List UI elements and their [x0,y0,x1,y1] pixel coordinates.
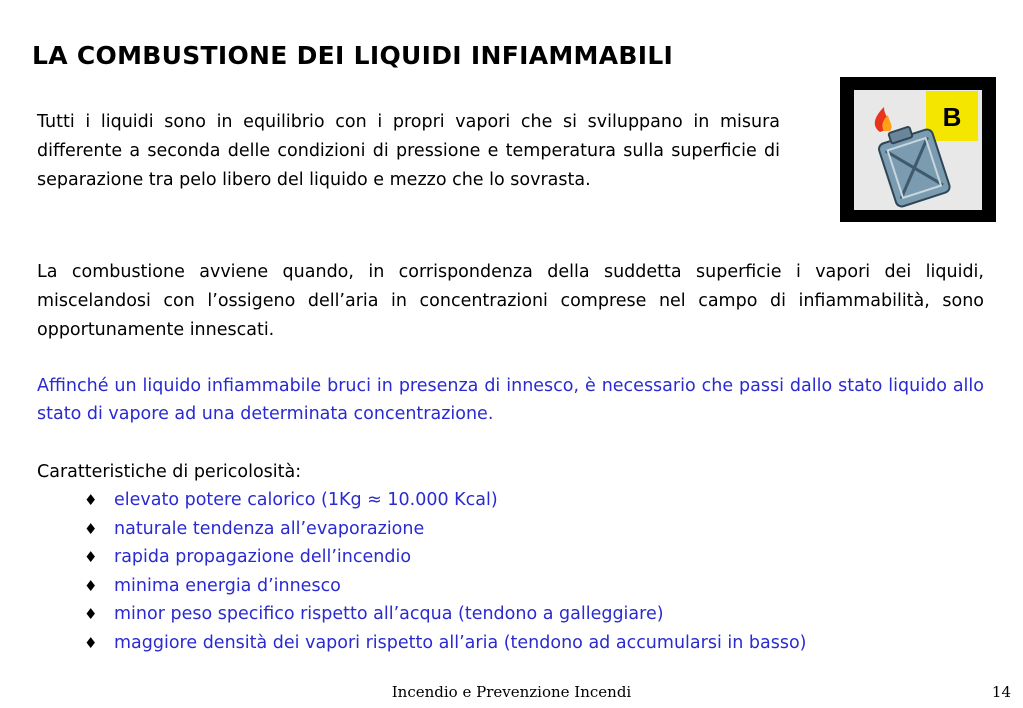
combustion-paragraph: La combustione avviene quando, in corrispondenza della suddetta superficie i vapori dei liquidi, miscelandosi con l’ossigeno dell’aria in concentrazioni comprese nel campo di infiammabilità, sono opportunamente innescati. [37,262,984,340]
list-item [84,486,806,515]
risk-heading: Caratteristiche di pericolosità: [37,462,302,482]
intro-paragraph: Tutti i liquidi sono in equilibrio con i propri vapori che si sviluppano in misura differente a seconda delle condizioni di pressione e temperatura sulla superficie di separazione tra pelo libero del liquido e mezzo che lo sovrasta. [37,112,780,190]
diamond-bullet-icon: ♦ [84,576,98,595]
diamond-bullet-icon: ♦ [84,633,98,652]
page-number: 14 [991,683,1011,701]
slide-title: LA COMBUSTIONE DEI LIQUIDI INFIAMMABILI [32,41,674,70]
risk-list [84,486,806,657]
vapor-paragraph: Affinché un liquido infiammabile bruci in presenza di innesco, è necessario che passi dallo stato liquido allo stato di vapore ad una determinata concentrazione. [37,376,984,424]
flammable-liquid-canister-icon [840,77,996,222]
list-item [84,572,806,601]
risk-text: naturale tendenza all’evaporazione [114,518,425,539]
risk-text: minor peso specifico rispetto all’acqua (tendono a galleggiare) [114,604,664,624]
diamond-bullet-icon: ♦ [84,605,98,623]
fire-class-b-logo [840,77,996,222]
list-item [84,543,806,572]
diamond-bullet-icon: ♦ [84,491,98,509]
diamond-bullet-icon: ♦ [84,548,98,566]
risk-text: minima energia d’innesco [114,575,341,596]
list-item [84,600,806,629]
list-item [84,629,806,658]
list-item [84,515,806,544]
risk-text: elevato potere calorico (1Kg ≈ 10.000 Kcal) [114,490,498,510]
badge-letter: B [942,102,962,132]
risk-text: maggiore densità dei vapori rispetto all’aria (tendono ad accumularsi in basso) [114,632,807,653]
risk-text: rapida propagazione dell’incendio [114,547,412,567]
footer-title: Incendio e Prevenzione Incendi [391,683,632,701]
diamond-bullet-icon: ♦ [84,519,98,538]
